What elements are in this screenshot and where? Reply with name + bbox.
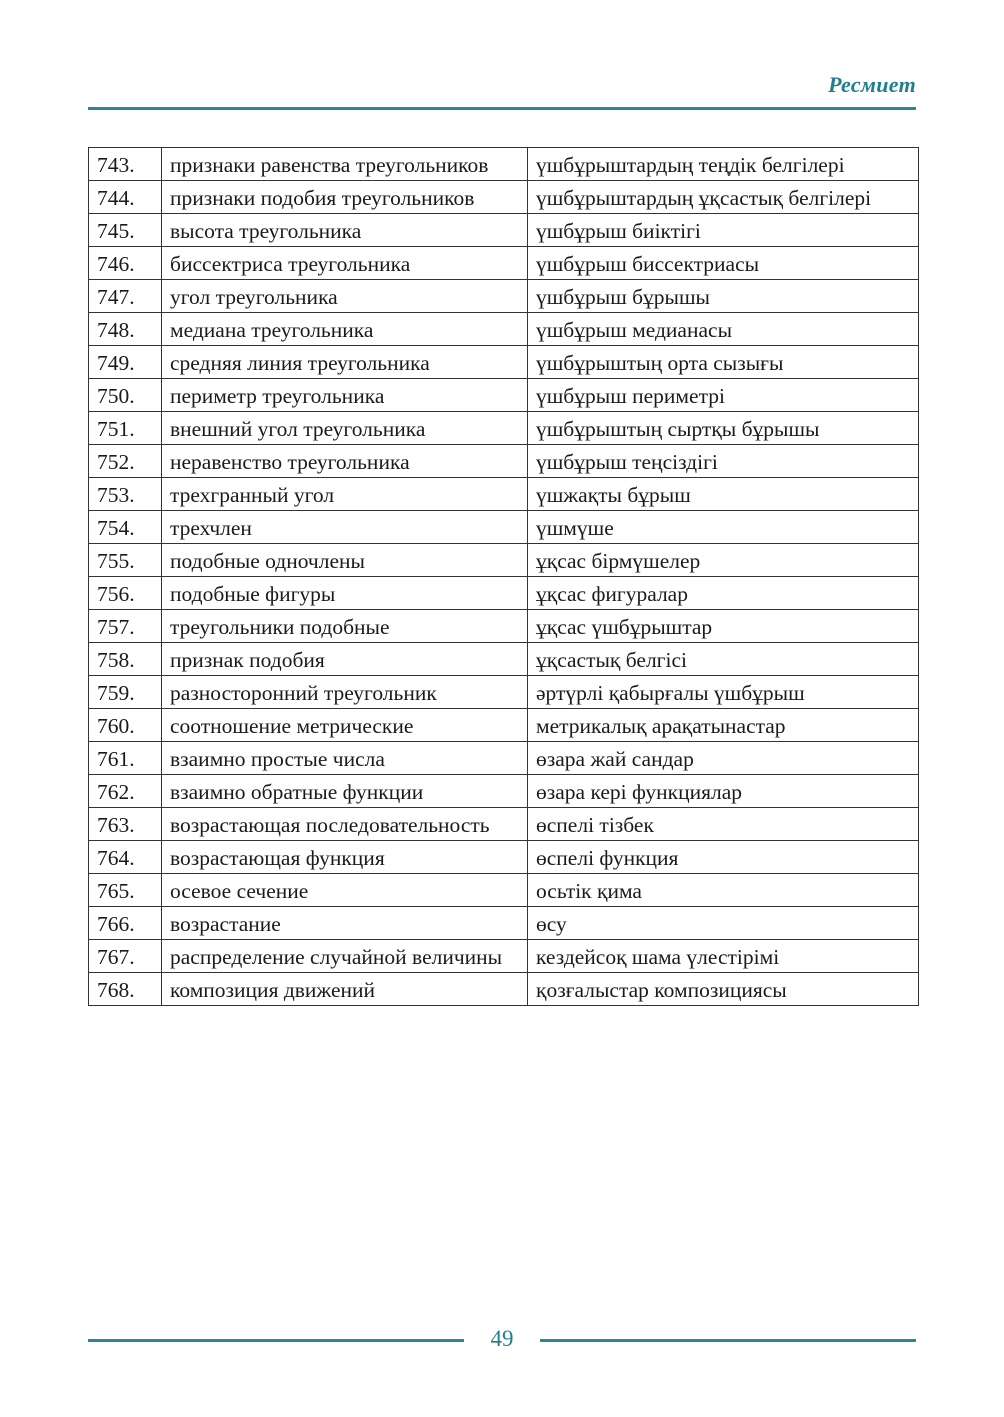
term-russian: треугольники подобные — [162, 610, 528, 643]
term-number: 759. — [89, 676, 162, 709]
term-kazakh: осьтік қима — [528, 874, 919, 907]
table-row — [89, 643, 919, 676]
term-number: 767. — [89, 940, 162, 973]
term-number: 764. — [89, 841, 162, 874]
page-number: 49 — [490, 1326, 514, 1351]
term-russian: биссектриса треугольника — [162, 247, 528, 280]
term-kazakh: үшжақты бұрыш — [528, 478, 919, 511]
table-row — [89, 181, 919, 214]
term-russian: признаки равенства треугольников — [162, 148, 528, 181]
term-number: 744. — [89, 181, 162, 214]
table-row — [89, 214, 919, 247]
term-number: 762. — [89, 775, 162, 808]
term-kazakh: кездейсоқ шама үлестірімі — [528, 940, 919, 973]
term-number: 745. — [89, 214, 162, 247]
term-number: 746. — [89, 247, 162, 280]
term-kazakh: ұқсас фигуралар — [528, 577, 919, 610]
footer-divider-left — [88, 1339, 464, 1342]
term-kazakh: үшбұрыштардың ұқсастық белгілері — [528, 181, 919, 214]
term-number: 754. — [89, 511, 162, 544]
term-russian: подобные одночлены — [162, 544, 528, 577]
term-russian: неравенство треугольника — [162, 445, 528, 478]
table-row — [89, 379, 919, 412]
table-row — [89, 940, 919, 973]
term-kazakh: ұқсас үшбұрыштар — [528, 610, 919, 643]
term-number: 750. — [89, 379, 162, 412]
term-russian: взаимно простые числа — [162, 742, 528, 775]
term-kazakh: үшбұрыш биіктігі — [528, 214, 919, 247]
term-russian: взаимно обратные функции — [162, 775, 528, 808]
term-russian: признак подобия — [162, 643, 528, 676]
term-kazakh: өсу — [528, 907, 919, 940]
table-row — [89, 973, 919, 1006]
table-row — [89, 775, 919, 808]
term-russian: периметр треугольника — [162, 379, 528, 412]
table-row — [89, 676, 919, 709]
glossary-table-body — [89, 148, 919, 1006]
term-russian: возрастающая последовательность — [162, 808, 528, 841]
table-row — [89, 148, 919, 181]
term-number: 763. — [89, 808, 162, 841]
term-number: 766. — [89, 907, 162, 940]
page-footer — [88, 1322, 916, 1362]
table-row — [89, 280, 919, 313]
term-number: 755. — [89, 544, 162, 577]
term-number: 748. — [89, 313, 162, 346]
term-russian: высота треугольника — [162, 214, 528, 247]
term-russian: возрастание — [162, 907, 528, 940]
header-divider — [88, 107, 916, 110]
term-number: 752. — [89, 445, 162, 478]
term-number: 768. — [89, 973, 162, 1006]
term-russian: средняя линия треугольника — [162, 346, 528, 379]
term-number: 743. — [89, 148, 162, 181]
term-number: 747. — [89, 280, 162, 313]
table-row — [89, 445, 919, 478]
table-row — [89, 313, 919, 346]
term-kazakh: үшбұрыштардың теңдік белгілері — [528, 148, 919, 181]
term-kazakh: қозғалыстар композициясы — [528, 973, 919, 1006]
term-russian: трехгранный угол — [162, 478, 528, 511]
term-number: 756. — [89, 577, 162, 610]
table-row — [89, 808, 919, 841]
term-kazakh: үшбұрыштың сыртқы бұрышы — [528, 412, 919, 445]
term-kazakh: үшбұрыш теңсіздігі — [528, 445, 919, 478]
term-number: 751. — [89, 412, 162, 445]
term-russian: соотношение метрические — [162, 709, 528, 742]
term-number: 765. — [89, 874, 162, 907]
term-kazakh: өспелі тізбек — [528, 808, 919, 841]
table-row — [89, 412, 919, 445]
table-row — [89, 577, 919, 610]
term-kazakh: үшбұрыштың орта сызығы — [528, 346, 919, 379]
term-russian: разносторонний треугольник — [162, 676, 528, 709]
term-russian: угол треугольника — [162, 280, 528, 313]
table-row — [89, 544, 919, 577]
term-number: 758. — [89, 643, 162, 676]
term-russian: внешний угол треугольника — [162, 412, 528, 445]
term-kazakh: өзара кері функциялар — [528, 775, 919, 808]
term-russian: трехчлен — [162, 511, 528, 544]
term-kazakh: үшбұрыш биссектриасы — [528, 247, 919, 280]
table-row — [89, 907, 919, 940]
term-kazakh: ұқсастық белгісі — [528, 643, 919, 676]
term-kazakh: үшбұрыш периметрі — [528, 379, 919, 412]
table-row — [89, 874, 919, 907]
term-number: 761. — [89, 742, 162, 775]
term-kazakh: үшбұрыш бұрышы — [528, 280, 919, 313]
term-kazakh: метрикалық арақатынастар — [528, 709, 919, 742]
term-russian: подобные фигуры — [162, 577, 528, 610]
table-row — [89, 841, 919, 874]
term-kazakh: үшбұрыш медианасы — [528, 313, 919, 346]
table-row — [89, 742, 919, 775]
term-russian: медиана треугольника — [162, 313, 528, 346]
term-russian: композиция движений — [162, 973, 528, 1006]
footer-divider-right — [540, 1339, 916, 1342]
table-row — [89, 478, 919, 511]
term-kazakh: үшмүше — [528, 511, 919, 544]
term-russian: возрастающая функция — [162, 841, 528, 874]
term-number: 757. — [89, 610, 162, 643]
table-row — [89, 709, 919, 742]
term-russian: признаки подобия треугольников — [162, 181, 528, 214]
page-header — [88, 66, 916, 110]
term-number: 753. — [89, 478, 162, 511]
table-row — [89, 610, 919, 643]
term-kazakh: әртүрлі қабырғалы үшбұрыш — [528, 676, 919, 709]
term-russian: распределение случайной величины — [162, 940, 528, 973]
term-kazakh: ұқсас бірмүшелер — [528, 544, 919, 577]
glossary-table — [88, 147, 919, 1006]
term-kazakh: өспелі функция — [528, 841, 919, 874]
term-number: 760. — [89, 709, 162, 742]
term-kazakh: өзара жай сандар — [528, 742, 919, 775]
table-row — [89, 346, 919, 379]
term-russian: осевое сечение — [162, 874, 528, 907]
table-row — [89, 247, 919, 280]
table-row — [89, 511, 919, 544]
term-number: 749. — [89, 346, 162, 379]
section-title: Ресмиет — [828, 72, 916, 97]
